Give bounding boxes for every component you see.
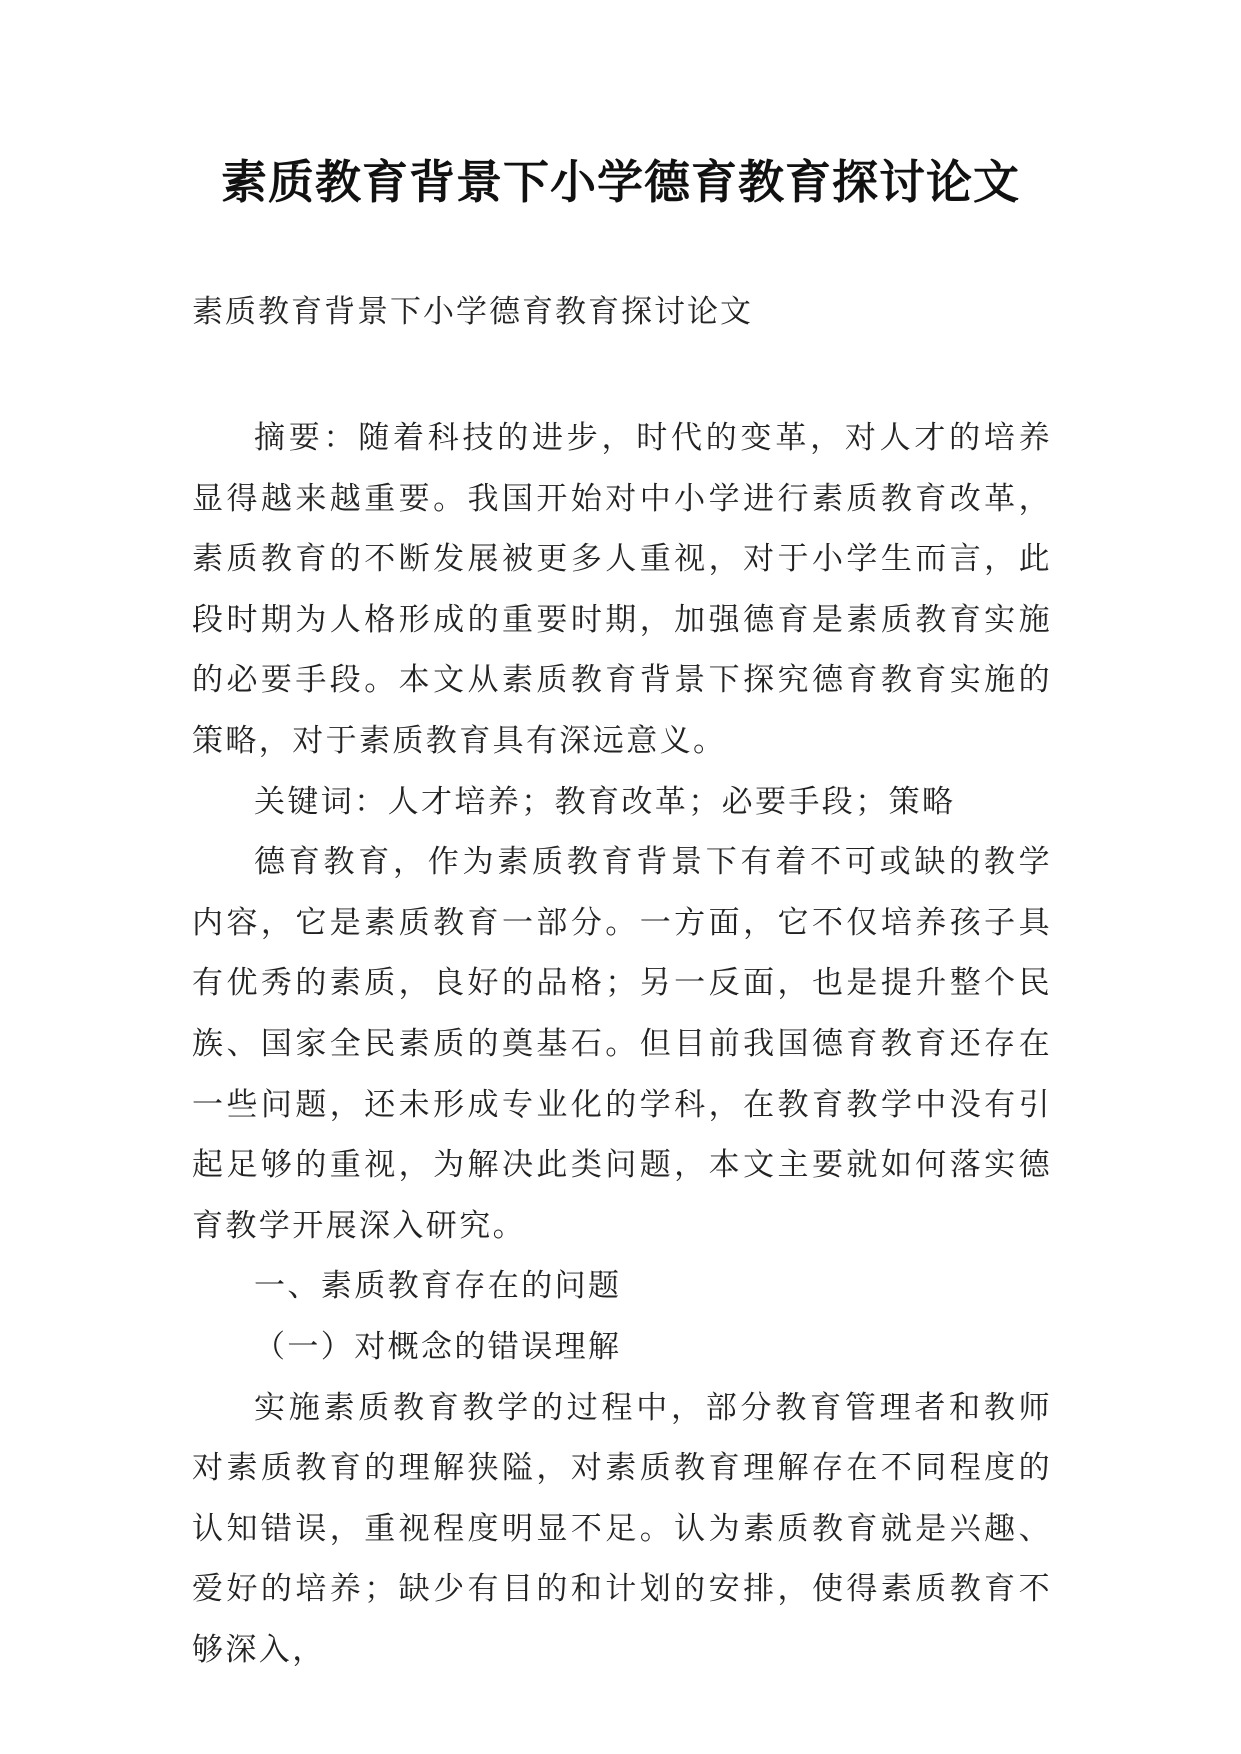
abstract-paragraph: 摘要：随着科技的进步，时代的变革，对人才的培养显得越来越重要。我国开始对中小学进行素质教育改革，素质教育的不断发展被更多人重视，对于小学生而言，此段时期为人格形成的重要时期，加强德育是素质教育实施的必要手段。本文从素质教育背景下探究德育教育实施的策略，对于素质教育具有深远意义。	[192, 420, 1052, 759]
document-subtitle: 素质教育背景下小学德育教育探讨论文	[192, 294, 753, 330]
section-heading-1: 一、素质教育存在的问题	[254, 1268, 622, 1305]
keywords-paragraph: 关键词：人才培养；教育改革；必要手段；策略	[254, 783, 956, 820]
body-paragraph: 实施素质教育教学的过程中，部分教育管理者和教师对素质教育的理解狭隘，对素质教育理解存在不同程度的认知错误，重视程度明显不足。认为素质教育就是兴趣、爱好的培养；缺少有目的和计划的安排，使得素质教育不够深入，	[192, 1389, 1052, 1668]
document-body	[192, 408, 1052, 1680]
document-title: 素质教育背景下小学德育教育探讨论文	[221, 155, 1020, 209]
intro-paragraph: 德育教育，作为素质教育背景下有着不可或缺的教学内容，它是素质教育一部分。一方面，它不仅培养孩子具有优秀的素质，良好的品格；另一反面，也是提升整个民族、国家全民素质的奠基石。但目前我国德育教育还存在一些问题，还未形成专业化的学科，在教育教学中没有引起足够的重视，为解决此类问题，本文主要就如何落实德育教学开展深入研究。	[192, 844, 1052, 1244]
subsection-heading-1: （一）对概念的错误理解	[254, 1328, 622, 1365]
